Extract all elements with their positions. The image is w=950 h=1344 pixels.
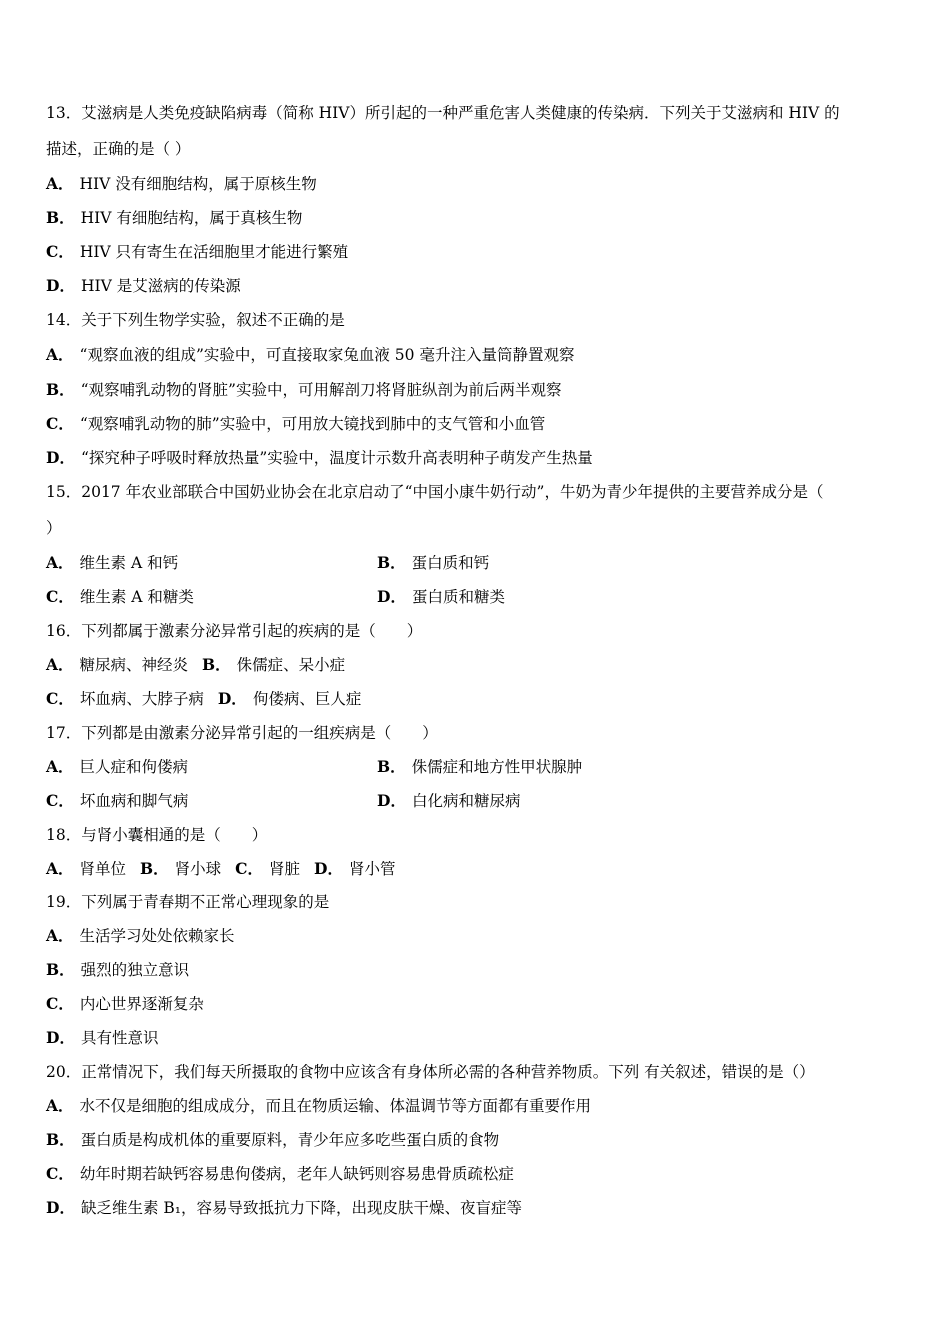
option-text: 内心世界逐渐复杂 xyxy=(79,995,204,1013)
option-tag: B． xyxy=(46,380,75,399)
option-text: 肾单位 xyxy=(79,860,127,878)
question-15-option-row-1 xyxy=(46,553,178,573)
question-14-option-c xyxy=(46,414,545,434)
question-19-option-c xyxy=(46,994,204,1014)
option-text: 强烈的独立意识 xyxy=(80,961,190,979)
option-tag: C． xyxy=(46,414,74,433)
option-text: 侏儒症、呆小症 xyxy=(236,656,346,674)
option-tag: C． xyxy=(46,587,74,606)
option-tag: C． xyxy=(46,1164,74,1183)
option-text: “观察血液的组成”实验中，可直接取家兔血液 50 毫升注入量筒静置观察 xyxy=(79,346,575,364)
option-tag: B． xyxy=(202,655,231,674)
question-20-stem: 20．正常情况下，我们每天所摄取的食物中应该含有身体所必需的各种营养物质。下列 有关叙述，错误的是（） xyxy=(46,1063,815,1081)
option-tag: A． xyxy=(46,1096,74,1115)
option-tag: B． xyxy=(46,960,75,979)
option-text: 蛋白质和钙 xyxy=(411,554,490,572)
option-text: 肾小球 xyxy=(174,860,222,878)
option-text: 肾脏 xyxy=(269,860,301,878)
question-17-option-b xyxy=(377,757,582,777)
question-15-option-b xyxy=(377,553,489,573)
option-tag: A． xyxy=(46,553,74,572)
option-tag: A． xyxy=(46,345,74,364)
question-13-option-a xyxy=(46,174,317,194)
option-text: 坏血病和脚气病 xyxy=(79,792,189,810)
question-13-option-b xyxy=(46,208,302,228)
question-19-option-b xyxy=(46,960,189,980)
option-tag: C． xyxy=(235,859,264,878)
question-15-stem-cont: ） xyxy=(46,519,62,537)
question-14-option-d xyxy=(46,448,593,468)
option-tag: C． xyxy=(46,242,74,261)
option-tag: D． xyxy=(46,276,75,295)
question-13-stem: 13．艾滋病是人类免疫缺陷病毒（简称 HIV）所引起的一种严重危害人类健康的传染病．下列关于艾滋病和 HIV 的 xyxy=(46,104,840,122)
option-tag: A． xyxy=(46,757,74,776)
question-15-option-d xyxy=(377,587,505,607)
option-tag: D． xyxy=(314,859,343,878)
option-tag: C． xyxy=(46,994,74,1013)
question-17-option-a xyxy=(46,757,188,777)
option-text: HIV 没有细胞结构，属于原核生物 xyxy=(79,175,317,193)
option-text: 维生素 A 和钙 xyxy=(79,554,179,572)
question-17-stem: 17．下列都是由激素分泌异常引起的一组疾病是（ ） xyxy=(46,724,438,742)
question-18-options-row xyxy=(46,859,396,879)
option-text: 幼年时期若缺钙容易患佝偻病，老年人缺钙则容易患骨质疏松症 xyxy=(79,1165,514,1183)
question-16-stem: 16．下列都属于激素分泌异常引起的疾病的是（ ） xyxy=(46,622,423,640)
option-tag: A． xyxy=(46,655,74,674)
option-tag: A． xyxy=(46,859,74,878)
option-tag: D． xyxy=(377,791,406,810)
option-tag: B． xyxy=(140,859,169,878)
question-20-option-c xyxy=(46,1164,514,1184)
option-tag: B． xyxy=(377,757,406,776)
option-text: HIV 只有寄生在活细胞里才能进行繁殖 xyxy=(79,243,349,261)
option-text: 佝偻病、巨人症 xyxy=(252,690,362,708)
option-text: “观察哺乳动物的肾脏”实验中，可用解剖刀将肾脏纵剖为前后两半观察 xyxy=(80,381,562,399)
option-text: “探究种子呼吸时释放热量”实验中，温度计示数升高表明种子萌发产生热量 xyxy=(80,449,593,467)
question-16-options-row-2 xyxy=(46,689,361,709)
option-text: 坏血病、大脖子病 xyxy=(79,690,204,708)
option-text: 具有性意识 xyxy=(80,1029,159,1047)
option-text: 肾小管 xyxy=(348,860,396,878)
option-text: 生活学习处处依赖家长 xyxy=(79,927,235,945)
question-14-option-a xyxy=(46,345,574,365)
option-text: HIV 有细胞结构，属于真核生物 xyxy=(80,209,303,227)
option-text: 糖尿病、神经炎 xyxy=(79,656,189,674)
question-13-option-d xyxy=(46,276,241,296)
option-text: HIV 是艾滋病的传染源 xyxy=(80,277,241,295)
question-20-option-b xyxy=(46,1130,499,1150)
question-17-option-d xyxy=(377,791,520,811)
option-tag: D． xyxy=(46,1028,75,1047)
option-tag: B． xyxy=(46,208,75,227)
question-13-stem-cont: 描述，正确的是（ ） xyxy=(46,140,191,158)
question-16-options-row-1 xyxy=(46,655,345,675)
question-14-option-b xyxy=(46,380,561,400)
option-tag: A． xyxy=(46,174,74,193)
option-text: 白化病和糖尿病 xyxy=(411,792,521,810)
option-tag: D． xyxy=(46,1198,75,1217)
option-text: 侏儒症和地方性甲状腺肿 xyxy=(411,758,583,776)
question-14-stem: 14．关于下列生物学实验，叙述不正确的是 xyxy=(46,311,345,329)
option-tag: D． xyxy=(377,587,406,606)
question-18-stem: 18．与肾小囊相通的是（ ） xyxy=(46,826,268,844)
option-tag: A． xyxy=(46,926,74,945)
option-tag: B． xyxy=(377,553,406,572)
option-text: 水不仅是细胞的组成成分，而且在物质运输、体温调节等方面都有重要作用 xyxy=(79,1097,592,1115)
option-text: 维生素 A 和糖类 xyxy=(79,588,194,606)
option-tag: B． xyxy=(46,1130,75,1149)
option-tag: D． xyxy=(217,689,247,708)
question-19-stem: 19．下列属于青春期不正常心理现象的是 xyxy=(46,893,330,911)
question-19-option-d xyxy=(46,1028,158,1048)
option-text: 巨人症和佝偻病 xyxy=(79,758,189,776)
option-text: 蛋白质和糖类 xyxy=(411,588,505,606)
option-tag: D． xyxy=(46,448,75,467)
option-tag: C． xyxy=(46,689,74,708)
question-15-option-c xyxy=(46,587,194,607)
question-20-option-a xyxy=(46,1096,591,1116)
question-20-option-d xyxy=(46,1198,522,1218)
option-tag: C． xyxy=(46,791,74,810)
question-13-option-c xyxy=(46,242,348,262)
question-15-stem: 15．2017 年农业部联合中国奶业协会在北京启动了“中国小康牛奶行动”，牛奶为青少年提供的主要营养成分是（ xyxy=(46,483,824,501)
option-text: “观察哺乳动物的肺”实验中，可用放大镜找到肺中的支气管和小血管 xyxy=(79,415,546,433)
question-19-option-a xyxy=(46,926,235,946)
question-17-option-c xyxy=(46,791,188,811)
option-text: 缺乏维生素 B₁，容易导致抵抗力下降，出现皮肤干燥、夜盲症等 xyxy=(80,1199,522,1217)
option-text: 蛋白质是构成机体的重要原料，青少年应多吃些蛋白质的食物 xyxy=(80,1131,500,1149)
